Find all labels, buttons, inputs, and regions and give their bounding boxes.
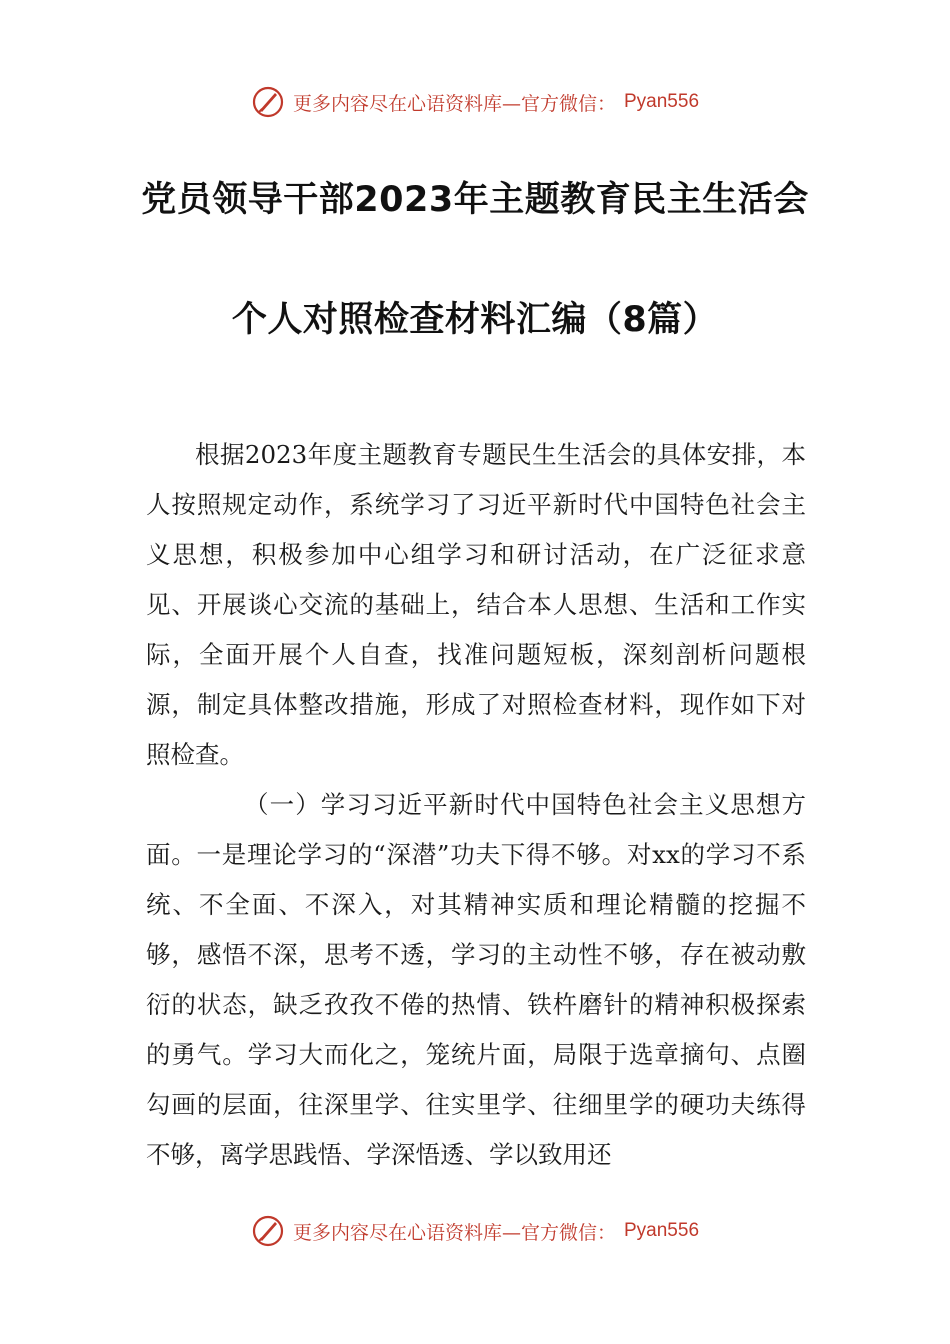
quill-logo-icon <box>251 85 285 119</box>
body-paragraph-section-1: （一）学习习近平新时代中国特色社会主义思想方面。一是理论学习的“深潜”功夫下得不够。对xx的学习不系统、不全面、不深入，对其精神实质和理论精髓的挖掘不够，感悟不深，思考不透，学习的主动性不够，存在被动敷衍的状态，缺乏孜孜不倦的热情、铁杵磨针的精神积极探索的勇气。学习大而化之，笼统片面，局限于选章摘句、点圈勾画的层面，往深里学、往实里学、往细里学的硬功夫练得不够，离学思践悟、学深悟透、学以致用还 <box>146 790 806 1169</box>
watermark-text: 更多内容尽在心语资料库—官方微信： <box>292 1221 616 1244</box>
quill-logo-icon <box>251 1214 285 1248</box>
watermark-wechat-id: Pyan556 <box>624 1220 700 1241</box>
document-title-line-1: 党员领导干部2023年主题教育民主生活会 <box>141 180 809 220</box>
document-title-line-2: 个人对照检查材料汇编（8篇） <box>231 300 719 340</box>
watermark-header <box>0 82 950 122</box>
document-body <box>146 430 806 1180</box>
watermark-footer <box>0 1211 950 1251</box>
watermark-text: 更多内容尽在心语资料库—官方微信： <box>292 92 616 115</box>
watermark-wechat-id: Pyan556 <box>624 91 700 112</box>
body-paragraph-intro: 根据2023年度主题教育专题民生生活会的具体安排，本人按照规定动作，系统学习了习近平新时代中国特色社会主义思想，积极参加中心组学习和研讨活动，在广泛征求意见、开展谈心交流的基础上，结合本人思想、生活和工作实际，全面开展个人自查，找准问题短板，深刻剖析问题根源，制定具体整改措施，形成了对照检查材料，现作如下对照检查。 <box>146 440 806 769</box>
